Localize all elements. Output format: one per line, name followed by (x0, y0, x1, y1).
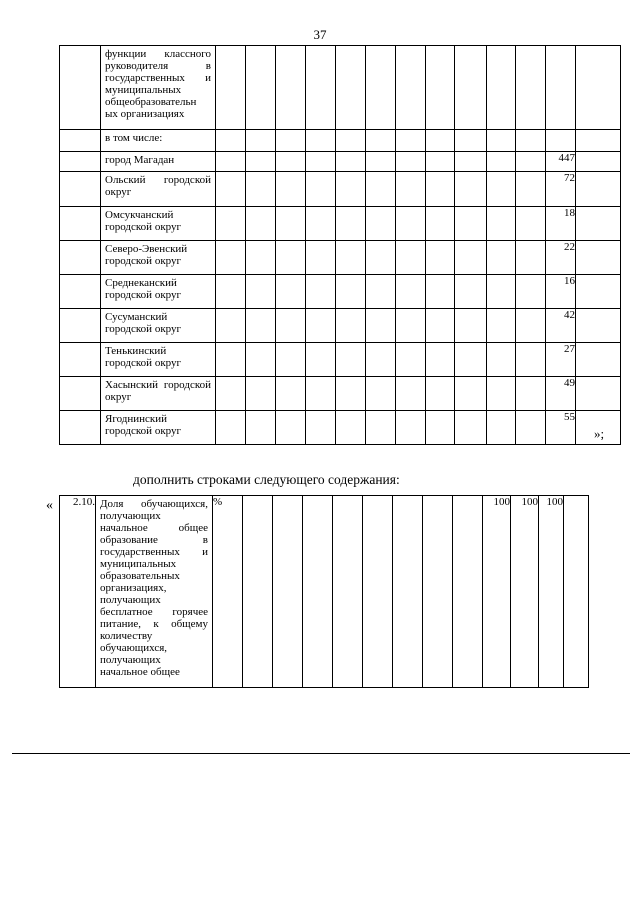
row-value (546, 130, 576, 152)
row-value: 18 (546, 207, 576, 241)
table-row (60, 496, 589, 688)
table-row (60, 411, 621, 445)
row-label: Ягоднинский городской округ (101, 411, 216, 445)
table-row (60, 46, 621, 130)
table-row (60, 343, 621, 377)
intro-text: дополнить строками следующего содержания: (133, 472, 400, 487)
table-row (60, 152, 621, 172)
row-label: город Магадан (101, 152, 216, 172)
row-value: 49 (546, 377, 576, 411)
row-value: 72 (546, 172, 576, 207)
row-value: 55 (546, 411, 576, 445)
table-row (60, 275, 621, 309)
row-value: 16 (546, 275, 576, 309)
bottom-rule (12, 753, 630, 754)
closing-quote: »; (594, 426, 605, 441)
opening-quote: « (46, 498, 53, 513)
row-value: 22 (546, 241, 576, 275)
row-value: 100 (511, 496, 539, 688)
row-label: Омсукчанский городской округ (101, 207, 216, 241)
row-label: Тенькинский городской округ (101, 343, 216, 377)
table-row (60, 241, 621, 275)
new-indicator-table (59, 495, 589, 688)
row-label: Северо-Эвенский городской округ (101, 241, 216, 275)
row-label: Ольский городской округ (101, 172, 216, 207)
table-row (60, 309, 621, 343)
indicators-table (59, 45, 621, 445)
page-number: 37 (313, 27, 327, 42)
table-row (60, 172, 621, 207)
row-value (546, 46, 576, 130)
row-value: 447 (546, 152, 576, 172)
row-value: 100 (539, 496, 564, 688)
row-label: функции классного руководителя в государственных и муниципальных общеобразовательн ых организациях (101, 46, 216, 130)
table-row (60, 130, 621, 152)
table-row (60, 207, 621, 241)
row-value: 42 (546, 309, 576, 343)
row-label: Среднеканский городской округ (101, 275, 216, 309)
row-unit: % (213, 496, 243, 688)
row-label: Сусуманский городской округ (101, 309, 216, 343)
row-label: Хасынский городской округ (101, 377, 216, 411)
row-label: в том числе: (101, 130, 216, 152)
table-row (60, 377, 621, 411)
row-index: 2.10. (60, 496, 96, 688)
row-value: 27 (546, 343, 576, 377)
row-description: Доля обучающихся, получающих начальное общее образование в государственных и муниципальных образовательных организациях, получающих бесплатное горячее питание, к общему количеству обучающихся, получающих начальное общее (96, 496, 213, 688)
row-value: 100 (483, 496, 511, 688)
